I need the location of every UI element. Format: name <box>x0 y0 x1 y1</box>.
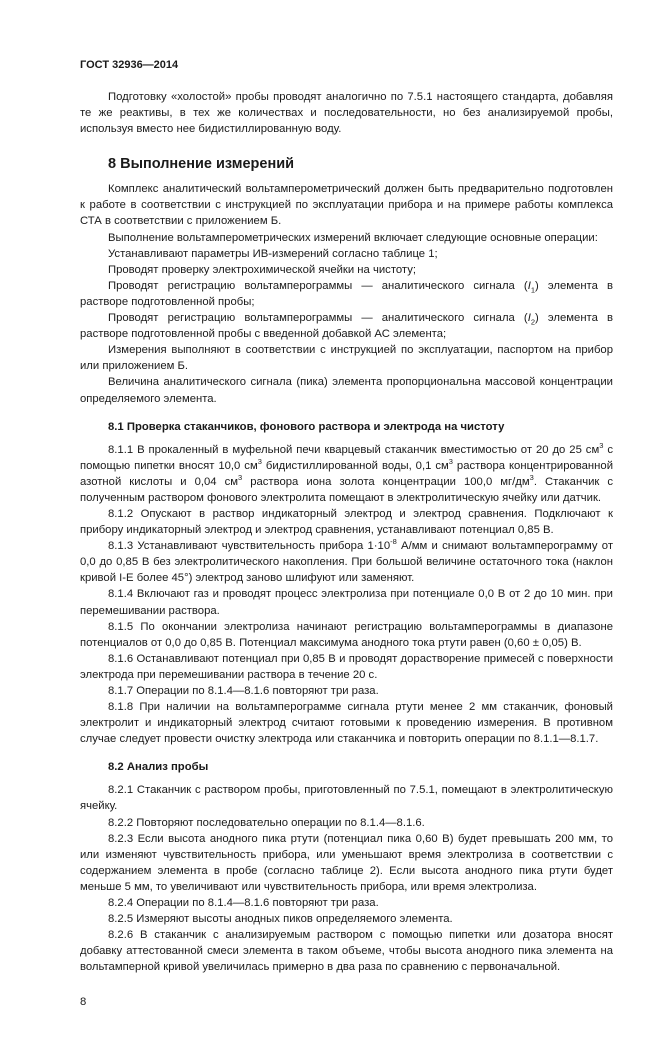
paragraph <box>80 782 613 814</box>
paragraph <box>80 699 613 747</box>
text-run: Проводят проверку электрохимической ячейки на чистоту; <box>108 263 416 276</box>
section-8 <box>80 155 613 406</box>
paragraph <box>80 89 613 137</box>
text-run: 8.2.6 В стаканчик с анализируемым раствором с помощью пипетки или дозатора вносят добавку аттестованной смеси элемента в таком объеме, чтобы высота анодного пика элемента на вольтамперной кривой увеличилась примерно в два раза по сравнению с первоначальной. <box>80 929 613 974</box>
intro-block <box>80 89 613 137</box>
text-run: Выполнение вольтамперометрических измерений включает следующие основные операции: <box>108 231 598 244</box>
text-run: 8.1.7 Операции по 8.1.4—8.1.6 повторяют три раза. <box>108 685 379 697</box>
text-run: с помощью пипетки вносят 10,0 см <box>80 443 613 472</box>
paragraph <box>80 246 613 262</box>
section-heading: 8 Выполнение измерений <box>108 156 295 173</box>
text-run: 8.2.4 Операции по 8.1.4—8.1.6 повторяют три раза. <box>108 897 379 910</box>
superscript: -8 <box>390 537 397 547</box>
text-run: 8.1.3 Устанавливают чувствительность прибора 1·10 <box>108 540 391 553</box>
subsection-heading: 8.2 Анализ пробы <box>108 761 209 774</box>
paragraph <box>80 683 613 699</box>
document-header: ГОСТ 32936—2014 <box>80 59 179 71</box>
text-run: Измерения выполняют в соответствии с инструкцией по эксплуатации, паспортом на прибор или приложением Б. <box>80 344 613 373</box>
paragraph <box>80 586 613 618</box>
text-run: I <box>527 312 531 325</box>
paragraph <box>80 895 613 911</box>
text-run: Величина аналитического сигнала (пика) элемента пропорциональна массовой концентрации определяемого элемента. <box>80 376 613 405</box>
text-run: Устанавливают параметры ИВ-измерений согласно таблице 1; <box>108 247 438 260</box>
text-run: I <box>527 279 531 292</box>
paragraph <box>80 831 613 895</box>
text-run: Проводят регистрацию вольтамперограммы — аналитического сигнала ( <box>108 279 528 292</box>
text-run: 8.1.8 При наличии на вольтамперограмме сигнала ртути менее 2 мм стаканчик, фоновый электролит и индикаторный электрод считают готовыми к проведению измерения. В противном случае следует провести очистку электрода или стаканчика и повторить операции по 8.1.1—8.1.7. <box>80 701 613 746</box>
text-run: бидистиллированной воды, 0,1 см <box>261 459 449 472</box>
text-run: ) элемента в растворе подготовленной пробы с введенной добавкой АС элемента; <box>80 312 613 341</box>
text-run: 8.1.6 Останавливают потенциал при 0,85 В и проводят дорастворение примесей с поверхности электрода при перемешивании раствора в течение 20 с. <box>80 652 613 681</box>
text-run: 8.2.3 Если высота анодного пика ртути (потенциал пика 0,60 В) будет превышать 200 мм, то или изменяют чувствительность прибора, или уменьшают время электролиза в соответствии с содержанием элемента в пробе (согласно таблице 2). Если высота анодного пика ртути будет меньше 5 мм, то увеличивают или чувствительность прибора, или время электролиза. <box>80 832 613 893</box>
paragraph <box>80 442 613 506</box>
paragraph <box>80 374 613 406</box>
superscript: 3 <box>599 440 604 450</box>
section-8-2 <box>80 759 613 975</box>
text-run: 8.1.5 По окончании электролиза начинают регистрацию вольтамперограммы в диапазоне потенциалов от 0,0 до 0,85 В. Потенциал максимума анодного тока ртути равен (0,60 ± 0,05) В. <box>80 620 613 649</box>
text-run: Комплекс аналитический вольтамперометрический должен быть предварительно подготовлен к работе в соответствии с инструкцией по эксплуатации прибора и на примере работы комплекса СТА в соответствии с приложением Б. <box>80 183 613 228</box>
paragraph <box>80 911 613 927</box>
page-number: 8 <box>80 995 87 1008</box>
paragraph <box>80 342 613 374</box>
superscript: 3 <box>257 456 262 466</box>
text-run: раствора иона золота концентрации 100,0 мг/дм <box>242 475 530 488</box>
text-run: раствора концентрированной азотной кислоты и 0,04 см <box>80 459 614 488</box>
text-run: . Стаканчик с полученным раствором фонового электролита помещают в электролитическую ячейку или датчик. <box>80 475 614 504</box>
text-run: 8.2.2 Повторяют последовательно операции по 8.1.4—8.1.6. <box>108 816 425 829</box>
section-body <box>80 442 613 748</box>
superscript: 3 <box>529 473 534 483</box>
paragraph <box>80 506 613 538</box>
paragraph <box>80 651 613 683</box>
text-run: А/мм и снимают вольтамперограмму от 0,0 до 0,85 В без электролитического накопления. При большой величине остаточного тока (наклон кривой I-E более 45°) электрод заново шлифуют или заменяют. <box>80 540 614 585</box>
text-run: 8.1.1 В прокаленный в муфельной печи кварцевый стаканчик вместимостью от 20 до 25 см <box>108 443 600 456</box>
paragraph <box>80 278 613 310</box>
superscript: 3 <box>238 473 243 483</box>
section-body <box>80 181 613 406</box>
paragraph <box>80 815 613 831</box>
subscript: 2 <box>530 317 536 327</box>
text-run: 8.1.4 Включают газ и проводят процесс электролиза при потенциале 0,0 В от 2 до 10 мин. при перемешивании раствора. <box>80 588 613 617</box>
text-run: Проводят регистрацию вольтамперограммы — аналитического сигнала ( <box>108 312 528 325</box>
paragraph <box>80 181 613 229</box>
paragraph <box>80 310 613 342</box>
superscript: 3 <box>448 456 453 466</box>
paragraph <box>80 619 613 651</box>
text-run: ) элемента в растворе подготовленной пробы; <box>80 279 613 308</box>
paragraph <box>80 927 613 975</box>
section-8-1 <box>80 419 613 748</box>
paragraph <box>80 230 613 246</box>
section-body <box>80 782 613 975</box>
text-run: 8.2.1 Стаканчик с раствором пробы, приготовленный по 7.5.1, помещают в электролитическую ячейку. <box>80 784 613 813</box>
text-run: 8.2.5 Измеряют высоты анодных пиков определяемого элемента. <box>108 913 453 926</box>
paragraph <box>80 262 613 278</box>
paragraph <box>80 538 613 586</box>
text-run: Подготовку «холостой» пробы проводят аналогично по 7.5.1 настоящего стандарта, добавляя те же реактивы, в тех же количествах и последовательности, но без анализируемой пробы, используя вместо нее бидистиллированную воду. <box>80 91 613 136</box>
subscript: 1 <box>530 285 536 295</box>
text-run: 8.1.2 Опускают в раствор индикаторный электрод и электрод сравнения. Подключают к прибору индикаторный электрод и электрод сравнения, устанавливают потенциал 0,85 В. <box>80 507 613 537</box>
subsection-heading: 8.1 Проверка стаканчиков, фонового раствора и электрода на чистоту <box>108 420 505 433</box>
